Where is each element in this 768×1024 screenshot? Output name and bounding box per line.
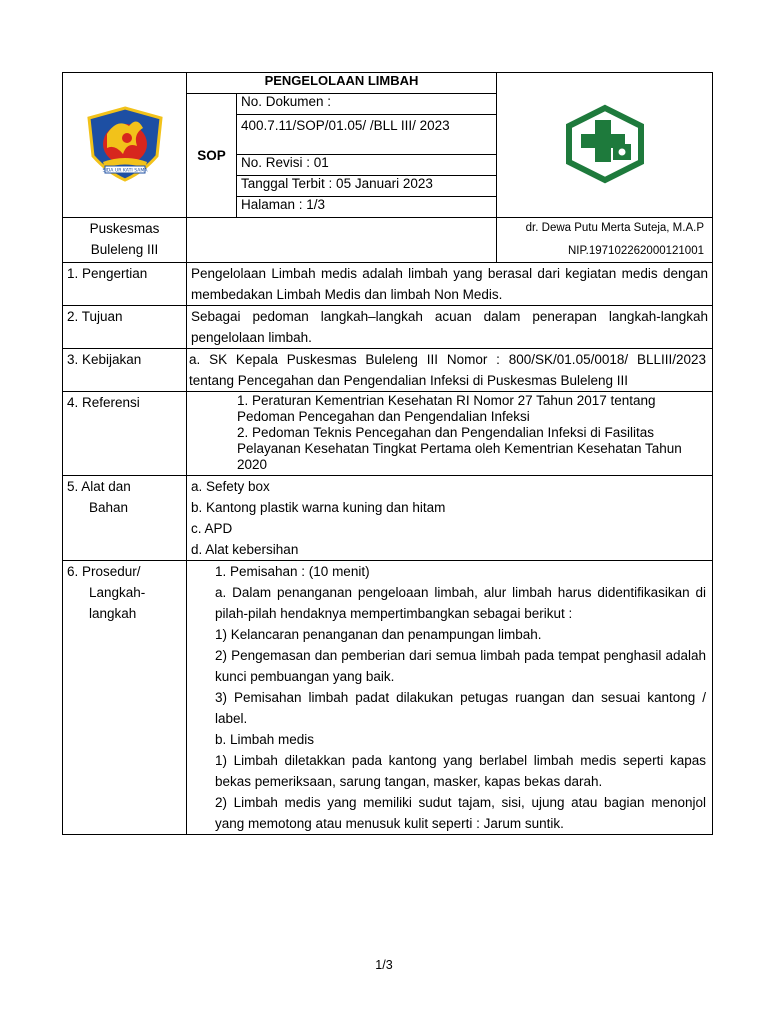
puskesmas-line2: Buleleng III: [90, 242, 159, 257]
regency-logo-cell: [63, 73, 187, 218]
logo-motto-text: SIDA UR KATI SAMA: [102, 168, 147, 173]
no-dokumen-label: No. Dokumen :: [237, 94, 497, 115]
kebijakan-label: 3. Kebijakan: [63, 349, 187, 392]
prosedur-paragraph: 2) Limbah medis yang memiliki sudut tajam, sisi, ujung atau bagian menonjol yang memotong atau menusuk kulit seperti : Jarum suntik.: [215, 795, 706, 831]
halaman: Halaman : 1/3: [237, 197, 497, 218]
kebijakan-text: a. SK Kepala Puskesmas Buleleng III Nomor : 800/SK/01.05/0018/ BLLIII/2023 tentang Pencegahan dan Pengendalian Infeksi di Puskesmas Buleleng III: [187, 349, 713, 392]
head-name: dr. Dewa Putu Merta Suteja, M.A.P: [525, 222, 704, 234]
alat-label-line1: 5. Alat dan: [67, 479, 131, 494]
prosedur-label-cell: [63, 561, 187, 835]
prosedur-paragraph: 1) Kelancaran penanganan dan penampungan limbah.: [215, 627, 542, 642]
alat-list: [187, 476, 713, 561]
prosedur-label-line2: Langkah-: [89, 585, 146, 600]
alat-label-line2: Bahan: [89, 500, 129, 515]
referensi-item: 2. Pedoman Teknis Pencegahan dan Pengendalian Infeksi di Fasilitas Pelayanan Kesehatan Tingkat Pertama oleh Kementrian Kesehatan Tahun 2020: [237, 425, 682, 472]
puskesmas-line1: Puskesmas: [89, 221, 160, 236]
sop-label: SOP: [187, 94, 237, 218]
prosedur-paragraph: 1) Limbah diletakkan pada kantong yang berlabel limbah medis seperti kapas bekas pemeriksaan, sarung tangan, masker, kapas bekas darah.: [215, 753, 706, 789]
alat-item: d. Alat kebersihan: [191, 542, 299, 557]
prosedur-paragraph: 2) Pengemasan dan pemberian dari semua limbah pada tempat penghasil adalah kunci pembuangan yang baik.: [215, 648, 706, 684]
puskesmas-logo-cell: [497, 73, 713, 218]
prosedur-paragraph: 3) Pemisahan limbah padat dilakukan petugas ruangan dan sesuai kantong / label.: [215, 690, 706, 726]
referensi-list: [187, 392, 713, 476]
prosedur-label-line3: langkah: [89, 606, 137, 621]
alat-item: b. Kantong plastik warna kuning dan hitam: [191, 500, 446, 515]
prosedur-content: [187, 561, 713, 835]
prosedur-paragraph: b. Limbah medis: [215, 732, 315, 747]
puskesmas-logo: [559, 104, 651, 184]
referensi-label: 4. Referensi: [63, 392, 187, 476]
prosedur-label-line1: 6. Prosedur/: [67, 564, 141, 579]
page-number: 1/3: [375, 958, 393, 972]
buleleng-regency-logo: [77, 104, 173, 184]
no-revisi: No. Revisi : 01: [237, 155, 497, 176]
alat-label-cell: [63, 476, 187, 561]
pengertian-label: 1. Pengertian: [63, 263, 187, 306]
prosedur-paragraph: a. Dalam penanganan pengeloaan limbah, alur limbah harus didentifikasikan di pilah-pilah hendaknya mempertimbangkan sebagai berikut :: [215, 585, 706, 621]
sop-table: [62, 72, 713, 835]
no-dokumen-value: 400.7.11/SOP/01.05/ /BLL III/ 2023: [237, 115, 497, 155]
tujuan-text: Sebagai pedoman langkah–langkah acuan dalam penerapan langkah-langkah pengelolaan limbah.: [187, 306, 713, 349]
document-title: PENGELOLAAN LIMBAH: [187, 73, 497, 94]
tanggal-terbit: Tanggal Terbit : 05 Januari 2023: [237, 176, 497, 197]
head-of-puskesmas-cell: [497, 218, 713, 263]
referensi-item: 1. Peraturan Kementrian Kesehatan RI Nomor 27 Tahun 2017 tentang Pedoman Pencegahan dan Pengendalian Infeksi: [237, 393, 656, 424]
alat-item: c. APD: [191, 521, 233, 536]
puskesmas-name-cell: [63, 218, 187, 263]
head-nip: NIP.197102262000121001: [567, 245, 704, 257]
pengertian-text: Pengelolaan Limbah medis adalah limbah yang berasal dari kegiatan medis dengan membedakan Limbah Medis dan limbah Non Medis.: [187, 263, 713, 306]
signature-space: [187, 218, 497, 263]
prosedur-step: 1. Pemisahan : (10 menit): [215, 564, 370, 579]
tujuan-label: 2. Tujuan: [63, 306, 187, 349]
alat-item: a. Sefety box: [191, 479, 270, 494]
